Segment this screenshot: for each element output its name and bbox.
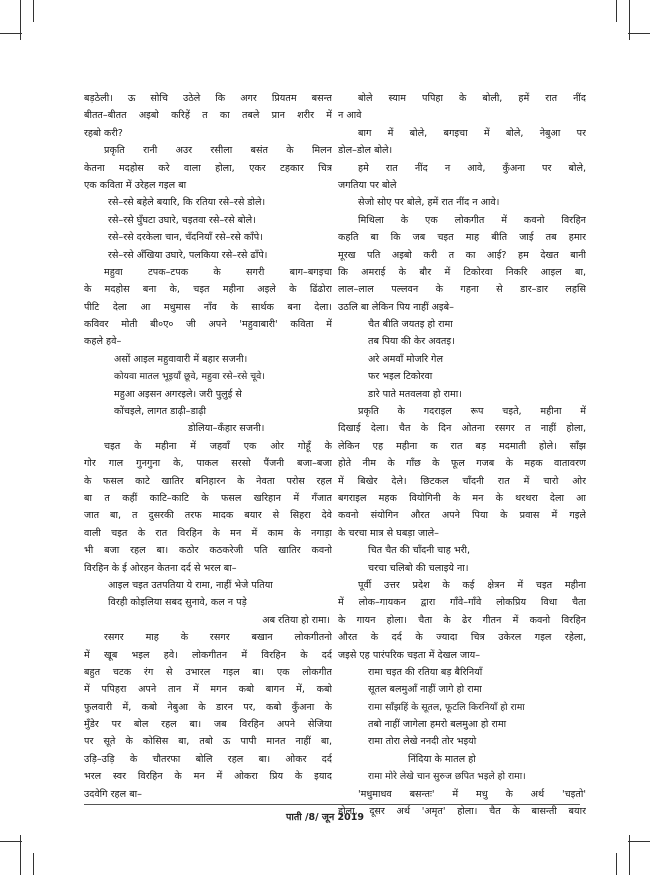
- page-footer: पाती /8/ जून 2019: [286, 812, 364, 823]
- text-line: गोर गाल गुनगुना के, पाकल सरसो पैंजनी बजा–बजा: [84, 458, 332, 470]
- text-line: चरचा चलिबो की चलाइये ना।: [368, 562, 469, 574]
- left-column: [84, 90, 332, 803]
- text-line: चैत बीति जयतइ हो रामा: [368, 319, 453, 331]
- text-line: कविवर मोती बी०ए० जी अपने 'महुवाबारी' कविता में: [84, 319, 332, 331]
- text-line: उठलि बा लेकिन पिय नाहीं अइबे–: [338, 301, 454, 313]
- text-line: हमे रात नींद न आवे, कुँअना पर बोले,: [358, 162, 586, 174]
- text-line: में बिखेर देले। छिटकल चाँदनी रात में चारो ओर: [338, 475, 586, 487]
- text-line: के मदहोस बना के, चइत महीना अइले के ढिंढोरा: [84, 284, 332, 296]
- text-line: कहले हवे–: [84, 336, 122, 348]
- crop-mark: [0, 841, 22, 842]
- text-line: अरे अमवाँ मोजरि गेल: [368, 353, 443, 365]
- text-line: बाग में बोले, बगइचा में बोले, नेबुआ पर: [358, 127, 586, 139]
- text-line: फर भइल टिकोरवा: [368, 371, 433, 383]
- crop-mark: [616, 0, 617, 22]
- text-line: न आवे: [338, 110, 362, 122]
- text-line: निंदिया के मातल हो: [408, 753, 476, 765]
- text-line: उदवेगि रहल बा–: [84, 788, 142, 800]
- text-line: मुँडेर पर बोल रहल बा। जब विरहिन अपने सेजिया: [84, 719, 332, 731]
- text-line: 'मधुमाधव बसन्तः' में मधु के अर्थ 'चइतो': [358, 788, 586, 800]
- text-line: में पपिहरा अपने तान में मगन कबो बागन में, कबो: [84, 684, 332, 696]
- crop-mark: [628, 841, 650, 842]
- text-line: महुआ अइसन अगरइले। जरी पुलुई से: [114, 388, 242, 400]
- text-line: के चरचा मात्र से घबड़ा जाले–: [338, 527, 439, 539]
- text-line: रामा मोरे लेखे चान सुरुज छपित भइले हो रामा।: [368, 771, 526, 783]
- text-line: विरही कोइलिया सबद सुनावे, कल न पड़े: [108, 597, 247, 609]
- text-line: डोल–डोल बोले।: [338, 145, 393, 157]
- text-line: रामा चइत की रतिया बड़ बैरिनियाँ: [368, 666, 483, 678]
- text-line: में लोक–गायकन द्वारा गाँवे–गाँवे लोकप्रिय विधा चैता: [338, 597, 586, 609]
- text-line: लाल–लाल पल्लवन के गहना से डार–डार लहसि: [338, 284, 586, 296]
- text-line: चइत के महीना में जहवाँ एक ओर गोहूँ के: [104, 440, 332, 452]
- text-line: पर सूते के कोसिस बा, तबो ऊ पापी मानत नाहीं बा,: [84, 736, 332, 748]
- text-line: विरहिन के ई ओरहन केतना दर्द से भरल बा–: [84, 562, 237, 574]
- text-line: बोले स्याम पपिहा के बोली, हमें रात नींद: [358, 93, 586, 104]
- text-line: सेजो सोए पर बोले, हमें रात नींद न आवे।: [358, 197, 500, 209]
- text-line: जगतिया पर बोले: [338, 179, 397, 191]
- text-line: रसगर माह के रसगर बखान लोकगीतनो: [104, 632, 332, 644]
- text-line: भरल स्वर विरहिन के मन में ओकरा प्रिय के इयाद: [84, 771, 332, 783]
- text-line: में खूब भइल हवे। लोकगीतन में विरहिन के दर्द: [84, 649, 332, 661]
- crop-mark: [629, 835, 630, 875]
- text-line: कोंचइले, लागत डाढ़ी–डाढ़ी: [114, 406, 206, 418]
- text-line: महुवा टपक–टपक के सगरी बाग–बगइचा: [104, 266, 332, 278]
- text-line: चित चैत की चाँदनी चाह भरी,: [368, 545, 471, 557]
- crop-mark: [629, 0, 630, 40]
- crop-mark: [616, 853, 617, 875]
- text-line: बहुत चटक रंग से उभारल गइल बा। एक लोकगीत: [84, 666, 332, 678]
- text-line: बड़ठेली। ऊ सोचि उठेले कि अगर प्रियतम बसन्त: [84, 93, 332, 104]
- text-line: एक कविता में उरेहल गइल बा: [84, 179, 187, 191]
- text-line: प्रकृति रानी अउर रसीला बसंत के मिलन: [104, 145, 332, 157]
- crop-mark: [20, 0, 21, 40]
- text-line: मिथिला के एक लोकगीत में कवनो विरहिन: [358, 214, 586, 226]
- text-line: कवनो संयोगिन औरत अपने पिया के प्रवास में गइले: [338, 510, 586, 522]
- text-line: वाली चइत के रात विरहिन के मन में काम के नगाड़ा: [84, 527, 332, 539]
- text-line: रसे–रसे बहेले बयारि, कि रतिया रसे–रसे डोले।: [108, 197, 266, 209]
- text-line: जइसे एह पारंपरिक चइता में देखल जाय–: [338, 649, 480, 661]
- text-line: कोयवा मातल भूइयाँ छूवे, महुवा रसे–रसे चूवे।: [114, 371, 265, 383]
- text-line: पूर्वी उत्तर प्रदेश के कई क्षेत्रन में चइत महीना: [358, 579, 586, 591]
- text-line: तबो नाहीं जागेला हमरो बलमुआ हो रामा: [368, 719, 507, 731]
- text-line: लेकिन एह महीना क रात बड़ मदमाती होले। साँझ: [338, 440, 586, 452]
- text-line: डोलिया–कँहार सजनी।: [188, 423, 265, 435]
- text-line: होला, दूसर अर्थ 'अमृत' होला। चैत के बासन्ती बयार: [338, 806, 586, 818]
- text-line: जात बा, त दुसरकी तरफ मादक बयार से सिहरा देवे: [84, 510, 332, 522]
- text-line: प्रकृति के गदराइल रूप चइते, महीना में: [358, 406, 586, 418]
- text-line: केतना मदहोस करे वाला होला, एकर टहकार चित्र: [84, 162, 332, 174]
- text-line: भी बजा रहल बा। कठोर कठकरेजी पति खातिर कवनो: [84, 545, 332, 557]
- text-line: कि अमराई के बौर में टिकोरवा निकरि आइल बा,: [338, 266, 586, 278]
- crop-mark: [33, 0, 34, 22]
- text-line: रामा तोरा लेखे ननदी तोर भइयो: [368, 736, 477, 748]
- crop-mark: [0, 33, 22, 34]
- text-line: अब रतिया हो रामा।: [262, 614, 330, 626]
- text-line: डारे पाते मतवलवा हो रामा।: [368, 388, 462, 400]
- text-line: आइल चइत उतपतिया ये रामा, नाहीं भेजे पतिया: [108, 579, 273, 591]
- text-line: रसे–रसे अँखिया उघारे, पलकिया रसे–रसे ढाँपे।: [108, 249, 268, 261]
- text-line: असों आइल महुवावारी में बहार सजनी।: [114, 353, 248, 365]
- crop-mark: [20, 835, 21, 875]
- text-line: सूतल बलमुआँ नाहीं जागे हो रामा: [368, 684, 482, 696]
- text-line: बीतत–बीतत अइबो करिहें त का तबले प्रान शरीर में: [84, 110, 332, 122]
- text-line: के गायन होला। चैता के ढेर गीतन में कवनो विरहिन: [338, 614, 586, 626]
- text-line: तब पिया की केर अवतइ।: [368, 336, 455, 348]
- footer-rule: [84, 804, 580, 805]
- text-line: के फसल काटे खातिर बनिहारन के नेवता परोस रहल: [84, 475, 332, 487]
- text-line: कहति बा कि जब चइत माह बीति जाई तब हमार: [338, 232, 586, 244]
- text-line: रहबो करी?: [84, 127, 123, 139]
- text-line: रामा साँझहिं के सूतल, फूटलि किरनियाँ हो रामा: [368, 701, 525, 713]
- text-line: रसे–रसे घुँघटा उघारे, चइतवा रसे–रसे बोले।: [108, 214, 256, 226]
- text-line: मूरख पति अइबो करी त का आई? हम देखत बानी: [338, 249, 586, 261]
- text-line: रसे–रसे दरकेला चान, चँदनियाँ रसे–रसे काँपे।: [108, 232, 263, 244]
- text-line: दिखाई देला। चैत के दिन ओतना रसगर त नाहीं होला,: [338, 423, 586, 435]
- text-line: बा त कहीं काटि–काटि के फसल खरिहान में गँजात: [84, 492, 332, 504]
- text-line: उड़ि–उड़ि के चौतरफा बोलि रहल बा। ओकर दर्द: [84, 753, 332, 765]
- crop-mark: [628, 33, 650, 34]
- text-line: होते नीम के गाँछ के फूल गजब के महक वातावरण: [338, 458, 586, 470]
- text-line: पीटि देला आ मधुमास नाँव के सार्थक बना देला।: [84, 301, 332, 313]
- text-line: औरत के दर्द के ज्यादा चित्र उकेरल गइल रहेला,: [338, 632, 586, 644]
- text-line: फुलवारी में, कबो नेबुआ के डारन पर, कबो कुँअना के: [84, 701, 332, 713]
- text-line: बगराइल महक वियोगिनी के मन के थरथरा देला आ: [338, 492, 586, 504]
- crop-mark: [33, 853, 34, 875]
- right-column: [338, 90, 586, 820]
